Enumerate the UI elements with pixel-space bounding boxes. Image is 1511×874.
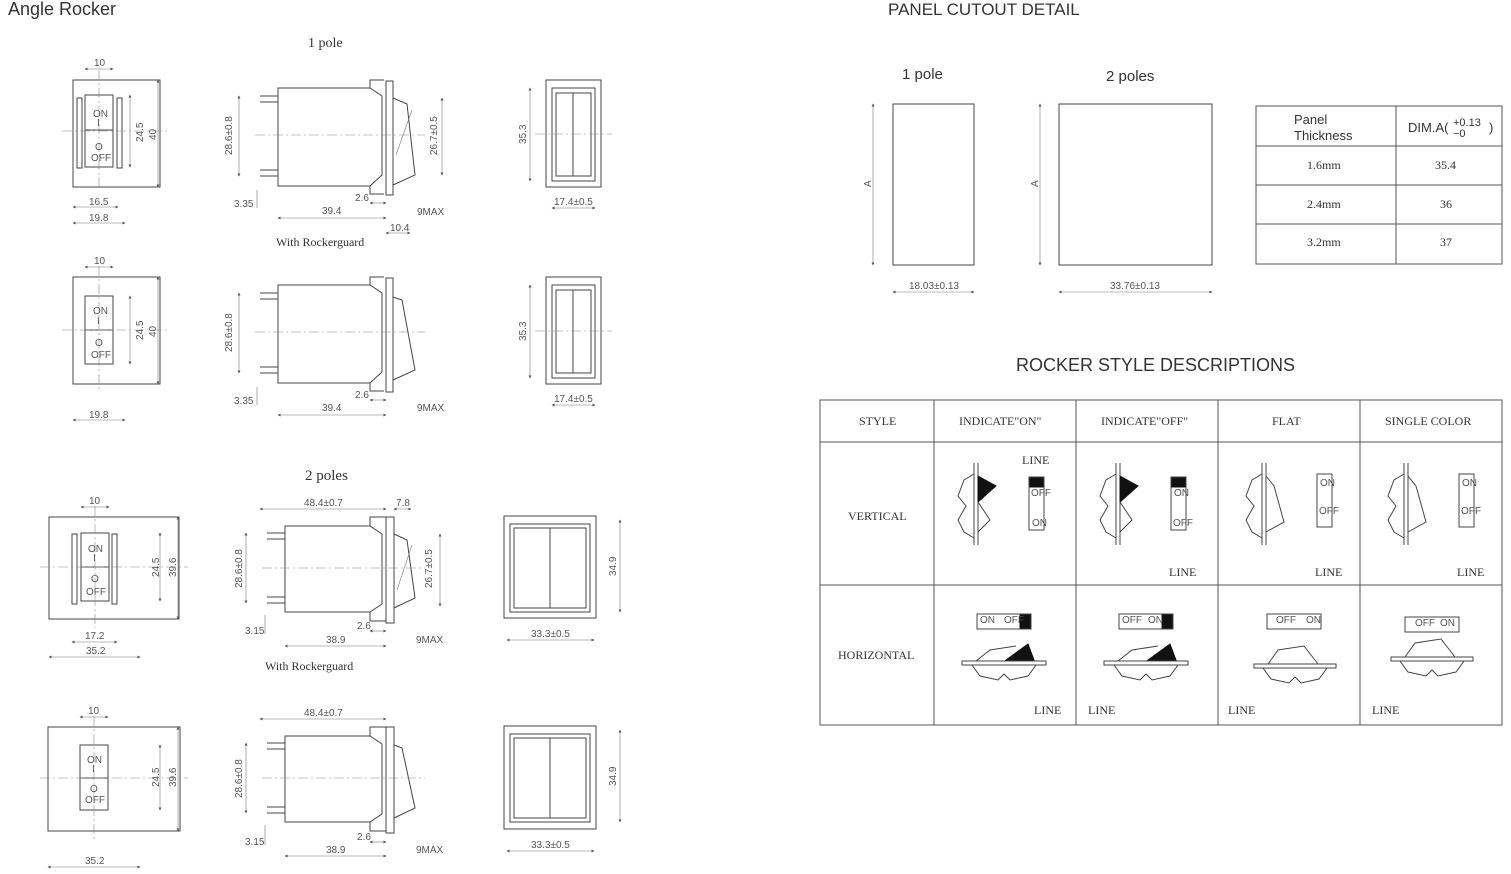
switch-off-text: OFF (86, 587, 106, 598)
row4-front-view (40, 706, 188, 867)
dim-guard: 7.8 (396, 498, 410, 509)
header-indicate-off: INDICATE"OFF" (1101, 414, 1189, 428)
dim-end-w: 33.3±0.5 (531, 629, 570, 640)
vertical-indicate-on-icon (958, 463, 1051, 545)
cutout-dim-letter: A (1030, 180, 1041, 187)
svg-text:ON: ON (1306, 615, 1321, 626)
cutout-two-poles (1030, 68, 1212, 292)
horizontal-flat-icon (1254, 614, 1336, 683)
line-label: LINE (1088, 703, 1116, 717)
header-single-color: SINGLE COLOR (1385, 414, 1472, 428)
line-label: LINE (1034, 703, 1062, 717)
dim-side-max: 9MAX (416, 635, 444, 646)
rocker-styles-heading: ROCKER STYLE DESCRIPTIONS (1016, 355, 1296, 375)
switch-i-text: I (97, 118, 100, 129)
switch-off-text: OFF (85, 795, 105, 806)
cutout-dim-letter: A (863, 180, 874, 187)
line-label: LINE (1228, 703, 1256, 717)
dim-h-outer: 40 (148, 325, 159, 337)
dim-end-w: 17.4±0.5 (554, 394, 593, 405)
switch-on-text: ON (93, 109, 108, 120)
switch-on-text: ON (88, 544, 103, 555)
dim-side-h: 28.6±0.8 (234, 549, 245, 588)
dim-side-b: 2.6 (355, 390, 369, 401)
dim-end-w: 33.3±0.5 (531, 840, 570, 851)
cutout-two-poles-width: 33.76±0.13 (1110, 281, 1160, 292)
dim-row-3: 37 (1440, 235, 1452, 249)
with-rockerguard-label-2: With Rockerguard (265, 659, 354, 673)
thickness-table (1256, 106, 1502, 264)
angle-rocker-heading: Angle Rocker (8, 0, 117, 19)
svg-text:OFF: OFF (1004, 615, 1024, 626)
dim-w-top: 10 (94, 256, 106, 267)
dim-side-max: 9MAX (417, 207, 445, 218)
row1-end-view (518, 80, 612, 208)
switch-o-text: O (90, 784, 98, 795)
svg-text:OFF: OFF (1122, 615, 1142, 626)
dim-h-inner: 24.5 (151, 767, 162, 787)
dim-end-h: 35.3 (518, 321, 529, 341)
dim-w-top: 10 (94, 58, 106, 69)
dim-h-outer: 40 (148, 128, 159, 140)
dim-side-h: 28.6±0.8 (224, 116, 235, 155)
line-label: LINE (1457, 565, 1485, 579)
dim-a-close: ) (1489, 120, 1494, 135)
dim-a-header: DIM.A( (1408, 120, 1449, 135)
svg-text:OFF: OFF (1276, 615, 1296, 626)
header-style: STYLE (859, 414, 897, 428)
switch-i-text: I (92, 764, 95, 775)
switch-o-text: O (95, 338, 103, 349)
dim-side-len: 39.4 (322, 206, 342, 217)
row1-front-view (62, 58, 170, 224)
switch-on-text: ON (87, 755, 102, 766)
dim-end-h: 34.9 (608, 766, 619, 786)
thickness-row-1: 1.6mm (1307, 158, 1341, 172)
svg-text:ON: ON (1032, 518, 1047, 529)
row3-side-view (234, 498, 444, 673)
row3-front-view (40, 496, 188, 657)
dim-w-top: 10 (88, 706, 100, 717)
two-poles-title: 2 poles (305, 468, 348, 484)
svg-text:ON: ON (1174, 488, 1189, 499)
svg-text:OFF: OFF (1415, 618, 1435, 629)
dim-side-len: 38.9 (326, 635, 346, 646)
one-pole-title: 1 pole (308, 36, 343, 51)
svg-text:OFF: OFF (1173, 518, 1193, 529)
svg-text:OFF: OFF (1031, 488, 1051, 499)
switch-off-text: OFF (91, 350, 111, 361)
dim-side-b: 2.6 (357, 621, 371, 632)
dim-w-b1: 17.2 (85, 631, 105, 642)
svg-text:ON: ON (1148, 615, 1163, 626)
dim-row-1: 35.4 (1435, 158, 1456, 172)
switch-off-text: OFF (91, 153, 111, 164)
dim-a-tol-plus: +0.13 (1453, 117, 1481, 129)
vertical-flat-icon (1246, 463, 1339, 545)
svg-text:ON: ON (1440, 618, 1455, 629)
dim-side-a: 3.35 (234, 396, 254, 407)
switch-i-text: I (93, 553, 96, 564)
dim-guard: 10.4 (390, 223, 410, 234)
horizontal-indicate-on-icon (962, 614, 1046, 680)
dim-w-b1: 16.5 (89, 197, 109, 208)
dim-side-b: 2.6 (357, 832, 371, 843)
dim-w-b2: 35.2 (86, 646, 106, 657)
row3-end-view (504, 516, 620, 640)
horizontal-single-color-icon (1391, 617, 1473, 676)
dim-w-b2: 19.8 (89, 213, 109, 224)
panel-cutout-heading: PANEL CUTOUT DETAIL (888, 0, 1080, 19)
cutout-two-poles-label: 2 poles (1106, 68, 1155, 85)
dim-side-len: 39.4 (322, 403, 342, 414)
with-rockerguard-label-1: With Rockerguard (276, 235, 365, 249)
dim-side-b: 2.6 (355, 193, 369, 204)
dim-h-inner: 24.5 (151, 557, 162, 577)
dim-a-tol-minus: −0 (1453, 128, 1466, 140)
dim-h-outer: 39.6 (168, 557, 179, 577)
cutout-one-pole-width: 18.03±0.13 (909, 281, 959, 292)
horizontal-indicate-off-icon (1104, 614, 1188, 680)
line-label: LINE (1315, 565, 1343, 579)
dim-w-b2: 19.8 (89, 410, 109, 421)
dim-side-a: 3.15 (245, 837, 265, 848)
dim-row-2: 36 (1440, 197, 1452, 211)
dim-w-b2: 35.2 (85, 856, 105, 867)
dim-side-h: 28.6±0.8 (234, 759, 245, 798)
svg-text:OFF: OFF (1319, 506, 1339, 517)
thickness-row-2: 2.4mm (1307, 197, 1341, 211)
line-label: LINE (1169, 565, 1197, 579)
row-label-vertical: VERTICAL (848, 509, 907, 523)
row1-side-view (224, 80, 445, 249)
dim-side-max: 9MAX (416, 845, 444, 856)
svg-text:ON: ON (980, 615, 995, 626)
vertical-single-color-icon (1388, 463, 1481, 545)
line-label: LINE (1372, 703, 1400, 717)
dim-side-h2: 26.7±0.5 (424, 549, 435, 588)
dim-h-inner: 24.5 (135, 320, 146, 340)
dim-end-h: 34.9 (608, 556, 619, 576)
dim-side-h2: 26.7±0.5 (429, 116, 440, 155)
thickness-header-line1: Panel (1294, 112, 1328, 127)
cutout-one-pole-label: 1 pole (902, 66, 943, 83)
switch-i-text: I (97, 316, 100, 327)
header-indicate-on: INDICATE"ON" (959, 414, 1042, 428)
svg-text:ON: ON (1320, 478, 1335, 489)
dim-end-w: 17.4±0.5 (554, 197, 593, 208)
switch-o-text: O (95, 142, 103, 153)
row2-side-view (224, 277, 445, 415)
row4-side-view (234, 708, 444, 856)
thickness-row-3: 3.2mm (1307, 235, 1341, 249)
rocker-styles-table (820, 400, 1502, 725)
dim-side-top: 48.4±0.7 (304, 498, 343, 509)
dim-end-h: 35.3 (518, 124, 529, 144)
dim-side-top: 48.4±0.7 (304, 708, 343, 719)
row2-front-view (62, 256, 170, 421)
dim-side-a: 3.15 (245, 626, 265, 637)
dim-side-len: 38.9 (326, 845, 346, 856)
svg-text:ON: ON (1462, 478, 1477, 489)
dim-side-max: 9MAX (417, 403, 445, 414)
dim-w-top: 10 (89, 496, 101, 507)
dim-side-a: 3.35 (234, 199, 254, 210)
dim-h-outer: 39.6 (168, 767, 179, 787)
row-label-horizontal: HORIZONTAL (838, 648, 915, 662)
row2-end-view (518, 277, 612, 405)
switch-on-text: ON (93, 306, 108, 317)
dim-h-inner: 24.5 (135, 122, 146, 142)
line-label: LINE (1022, 453, 1050, 467)
cutout-one-pole (863, 66, 974, 292)
row4-end-view (504, 726, 620, 851)
thickness-header-line2: Thickness (1294, 128, 1353, 143)
switch-o-text: O (91, 574, 99, 585)
svg-text:OFF: OFF (1461, 506, 1481, 517)
dim-side-h: 28.6±0.8 (224, 313, 235, 352)
header-flat: FLAT (1272, 414, 1301, 428)
vertical-indicate-off-icon (1100, 463, 1193, 545)
